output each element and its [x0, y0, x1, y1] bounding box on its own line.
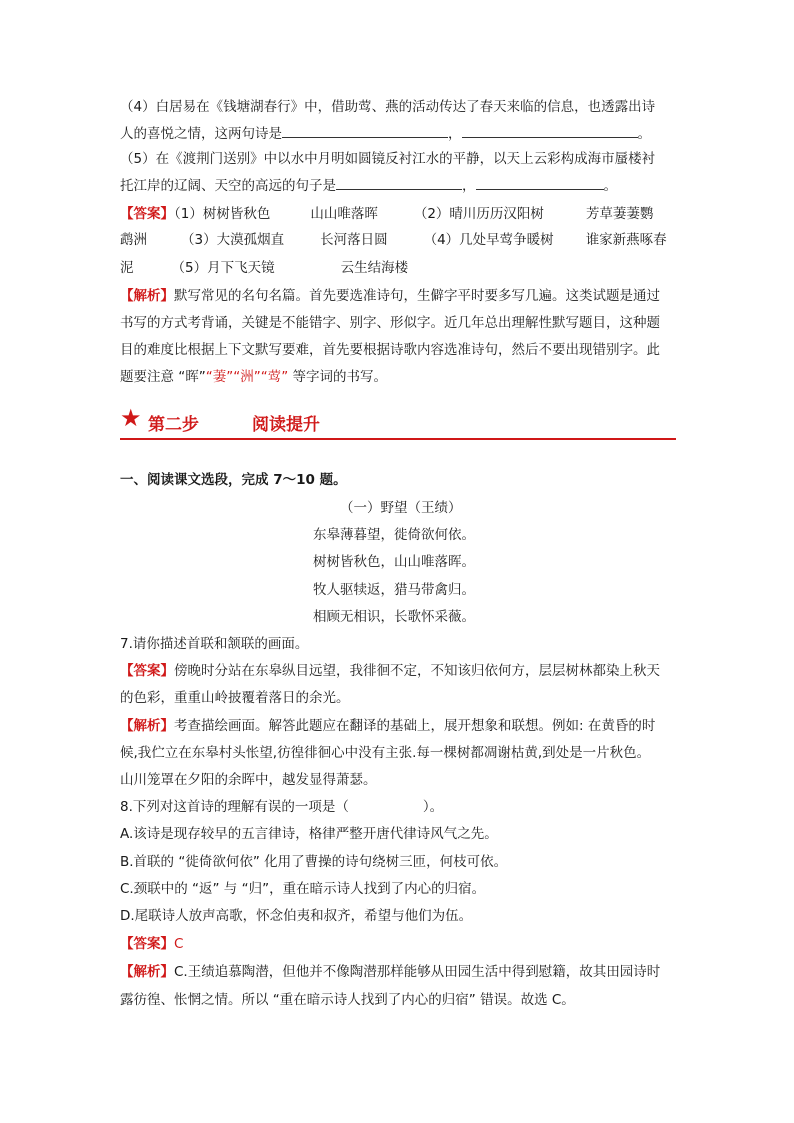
section-heading: [120, 404, 676, 440]
q4-blank-1[interactable]: [282, 123, 448, 138]
answer-item: 谁家新燕啄春: [585, 232, 667, 248]
analysis-tag: 【解析】: [120, 964, 174, 980]
poem-line: 树树皆秋色，山山唯落晖。: [313, 554, 475, 570]
analysis-text: 等字词的书写。: [288, 369, 388, 385]
q8-question: [120, 797, 443, 817]
answer-item: 芳草萋萋鹦: [585, 206, 654, 222]
poem-line: 牧人驱犊返，猎马带禽归。: [313, 582, 475, 598]
analysis-text: 考查描绘画面。解答此题应在翻译的基础上，展开想象和联想。例如: 在黄昏的时: [174, 718, 656, 734]
part-title-text: 一、阅读课文选段，完成: [120, 472, 274, 488]
answer-tag: 【答案】: [120, 206, 174, 222]
q7-question: 7.请你描述首联和颔联的画面。: [120, 636, 309, 652]
analysis-tag: 【解析】: [120, 718, 174, 734]
q5-blank-1[interactable]: [336, 175, 462, 190]
q7-analysis-line-3: 山川笼罩在夕阳的余晖中，越发显得萧瑟。: [120, 772, 377, 788]
analysis-text: 默写常见的名句名篇。首先要选准诗句，生僻字平时要多写几遍。这类试题是通过: [174, 288, 660, 304]
q5-line-2: [120, 175, 617, 196]
analysis-1-line-2: 书写的方式考背诵，关键是不能错字、别字、形似字。近几年总出理解性默写题目，这种题: [120, 315, 660, 331]
answer-item: 长河落日圆: [320, 232, 388, 248]
part-title-range: 7～10: [273, 472, 315, 488]
answer-item: 山山唯落晖: [310, 206, 378, 222]
poem-line: 相顾无相识，长歌怀采薇。: [313, 609, 475, 625]
analysis-1-line-3: 目的难度比根据上下文默写要难，首先要根据诗歌内容选准诗句，然后不要出现错别字。此: [120, 342, 660, 358]
analysis-text: 题要注意 “晖”: [120, 369, 206, 385]
q5-prompt: 托江岸的辽阔、天空的高远的句子是: [120, 178, 336, 194]
analysis-highlight: “萋”“洲”“莺”: [205, 369, 289, 385]
q8-option-d: D.尾联诗人放声高歌，怀念伯夷和叔齐，希望与他们为伍。: [120, 908, 473, 924]
poem-title: （一）野望（王绩）: [340, 500, 462, 516]
q5-end: 。: [603, 178, 617, 194]
q8-option-a: A.该诗是现存较早的五言律诗，格律严整开唐代律诗风气之先。: [120, 826, 498, 842]
q4-line-2: [120, 123, 651, 144]
answer-tag: 【答案】: [120, 663, 174, 679]
q5-blank-2[interactable]: [476, 175, 604, 190]
answer-1-row-1: [120, 204, 653, 224]
q8-question-text: ）。: [422, 799, 444, 815]
q4-prompt: 人的喜悦之情，这两句诗是: [120, 126, 282, 142]
q8-analysis-line-1: [120, 962, 660, 982]
q4-line-1: （4）白居易在《钱塘湖春行》中，借助莺、燕的活动传达了春天来临的信息，也透露出诗: [120, 99, 656, 115]
q8-option-b: B.首联的 “徙倚欲何依” 化用了曹操的诗句绕树三匝，何枝可依。: [120, 854, 508, 870]
answer-tag: 【答案】: [120, 936, 174, 952]
q4-comma: ，: [448, 126, 462, 142]
q4-end: 。: [637, 126, 651, 142]
answer-item: （2）晴川历历汉阳树: [413, 206, 544, 222]
q8-option-c: C.颈联中的 “返” 与 “归”，重在暗示诗人找到了内心的归宿。: [120, 881, 486, 897]
q7-analysis-line-2: 候,我伫立在东皋村头怅望,彷徨徘徊心中没有主张.每一棵树都凋谢枯黄,到处是一片秋色。: [120, 745, 651, 761]
answer-item: 鹉洲: [120, 232, 147, 248]
q5-comma: ，: [462, 178, 476, 194]
answer-item: 云生结海楼: [340, 260, 409, 276]
q7-analysis-line-1: [120, 716, 655, 736]
q8-answer: [120, 934, 183, 954]
answer-item: （3）大漠孤烟直: [181, 232, 285, 248]
analysis-1-line-1: [120, 286, 660, 306]
answer-item: （4）几处早莺争暖树: [423, 232, 554, 248]
answer-text: 傍晚时分站在东皋纵目远望，我徘徊不定，不知该归依何方，层层树林都染上秋天: [174, 663, 660, 679]
answer-1-row-3: [120, 258, 408, 278]
q5-line-1: （5）在《渡荆门送别》中以水中月明如圆镜反衬江水的平静，以天上云彩构成海市蜃楼衬: [120, 151, 656, 167]
star-icon: ★: [120, 404, 142, 432]
q7-answer-line-1: [120, 661, 660, 681]
analysis-tag: 【解析】: [120, 288, 174, 304]
section-step: 第二步: [148, 415, 199, 435]
q7-answer-line-2: 的色彩，重重山岭披覆着落日的余光。: [120, 690, 350, 706]
analysis-1-line-4: [120, 367, 387, 387]
q8-question-text: 8.下列对这首诗的理解有误的一项是（: [120, 799, 349, 815]
q4-blank-2[interactable]: [462, 123, 638, 138]
q8-analysis-line-2: 露彷徨、怅惘之情。所以 “重在暗示诗人找到了内心的归宿” 错误。故选 C。: [120, 992, 575, 1008]
part-title-text: 题。: [314, 472, 347, 488]
answer-item: （1）树树皆秋色: [174, 206, 271, 222]
analysis-text: C.王绩追慕陶潜，但他并不像陶潜那样能够从田园生活中得到慰籍，故其田园诗时: [174, 964, 661, 980]
answer-item: （5）月下飞天镜: [171, 260, 275, 276]
answer-1-row-2: [120, 230, 667, 250]
section-title: 阅读提升: [252, 415, 320, 435]
answer-value: C: [174, 936, 184, 952]
part-1-title: [120, 470, 347, 490]
answer-item: 泥: [120, 260, 134, 276]
poem-line: 东皋薄暮望，徙倚欲何依。: [313, 527, 475, 543]
